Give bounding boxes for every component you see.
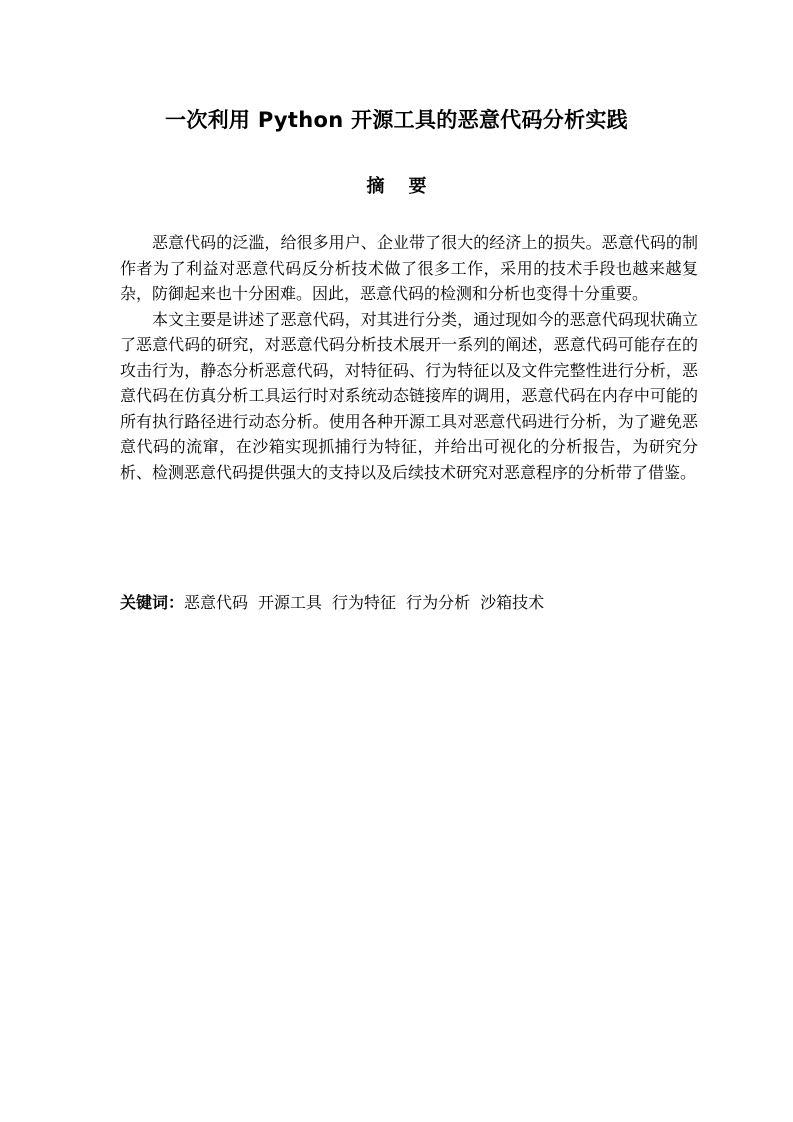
keyword: 行为分析	[406, 593, 471, 612]
keywords-line	[120, 590, 698, 616]
document-title: 一次利用 Python 开源工具的恶意代码分析实践	[165, 108, 628, 132]
abstract-heading: 摘要	[366, 176, 451, 197]
keywords-label: 关键词：	[120, 593, 185, 612]
keyword: 行为特征	[332, 593, 397, 612]
keyword: 恶意代码	[184, 593, 249, 612]
abstract-paragraph: 本文主要是讲述了恶意代码，对其进行分类，通过现如今的恶意代码现状确立了恶意代码的研究，对恶意代码分析技术展开一系列的阐述，恶意代码可能存在的攻击行为，静态分析恶意代码，对特征码、行为特征以及文件完整性进行分析，恶意代码在仿真分析工具运行时对系统动态链接库的调用，恶意代码在内存中可能的所有执行路径进行动态分析。使用各种开源工具对恶意代码进行分析，为了避免恶意代码的流窜，在沙箱实现抓捕行为特征，并给出可视化的分析报告，为研究分析、检测恶意代码提供强大的支持以及后续技术研究对恶意程序的分析带了借鉴。	[120, 309, 698, 482]
keyword: 开源工具	[258, 593, 323, 612]
keyword: 沙箱技术	[480, 593, 545, 612]
abstract-paragraph: 恶意代码的泛滥，给很多用户、企业带了很大的经济上的损失。恶意代码的制作者为了利益对恶意代码反分析技术做了很多工作，采用的技术手段也越来越复杂，防御起来也十分困难。因此，恶意代码的检测和分析也变得十分重要。	[120, 233, 698, 303]
abstract-body	[120, 230, 698, 485]
